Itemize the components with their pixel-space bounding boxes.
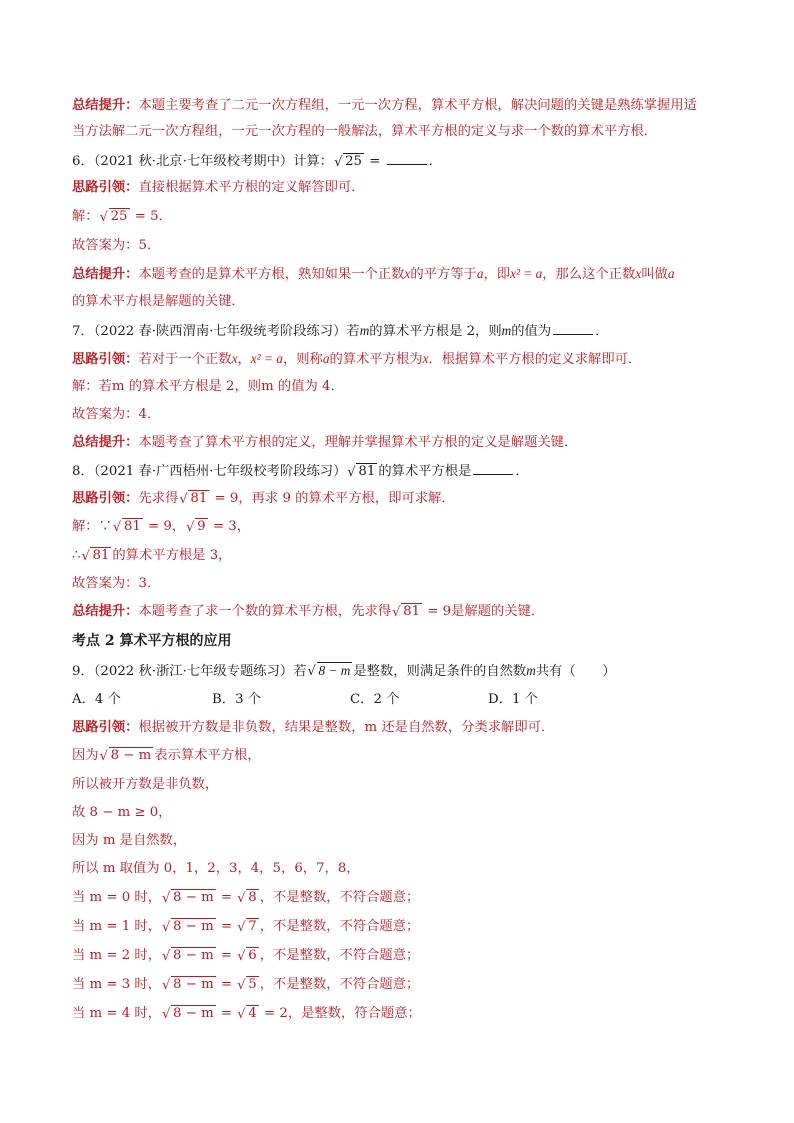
sqrt-81: √ 81 <box>347 464 376 480</box>
q6-hint: 思路引领：直接根据算术平方根的定义解答即可． <box>72 180 365 195</box>
answer-blank <box>473 461 513 475</box>
q6-summary-2: 的算术平方根是解题的关键． <box>72 294 245 309</box>
q8-answer: 故答案为：3． <box>72 576 161 591</box>
answer-blank <box>387 151 427 165</box>
q9-step-1: 因为 √ 8 − m 表示算术平方根， <box>72 748 261 764</box>
q9-step-3: 故 8 − m ≥ 0， <box>72 805 172 820</box>
q8-summary: 总结提升：本题考查了求一个数的算术平方根，先求得 √ 81 = 9是解题的关键． <box>72 604 545 620</box>
question-9: 9．（2022 秋·浙江·七年级专题练习）若 √ 8 − m 是整数，则满足条件的自然数m共有（ ） <box>72 663 616 679</box>
q8-solution-2: ∴ √ 81 的算术平方根是 3， <box>72 548 232 564</box>
option-a[interactable]: A．4 个 <box>72 692 121 707</box>
question-7: 7．（2022 春·陕西渭南·七年级统考阶段练习）若m的算术平方根是 2，则m的值为 ． <box>72 323 609 339</box>
q6-answer: 故答案为：5． <box>72 238 161 253</box>
q9-step-4: 因为 m 是自然数， <box>72 833 187 848</box>
q7-hint: 思路引领：若对于一个正数x，x² = a，则称a的算术平方根为x．根据算术平方根的定义求解即可． <box>72 351 642 367</box>
summary-line-1 <box>72 96 697 116</box>
q6-summary: 总结提升：本题考查的是算术平方根，熟知如果一个正数x的平方等于a，即x² = a，那么这个正数x叫做a <box>72 266 675 282</box>
q8-hint: 思路引领：先求得 √ 81 = 9，再求 9 的算术平方根，即可求解． <box>72 491 455 507</box>
q6-head: 6．（2021 秋·北京·七年级校考期中）计算： <box>72 154 334 169</box>
sqrt-25-sol: √ 25 <box>99 209 128 225</box>
q9-options <box>72 690 626 710</box>
q7-summary: 总结提升：本题考查了算术平方根的定义，理解并掌握算术平方根的定义是解题关键． <box>72 435 578 450</box>
q9-step-5: 所以 m 取值为 0，1，2，3，4，5，6，7，8， <box>72 861 360 876</box>
q9-case-3: 当 m = 3 时， √ 8 − m = √ 5 ，不是整数，不符合题意； <box>72 977 420 993</box>
option-d[interactable]: D．1 个 <box>488 692 538 707</box>
question-8: 8．（2021 春·广西梧州·七年级校考阶段练习） √ 81 的算术平方根是 ． <box>72 461 529 482</box>
summary-text: 本题主要考查了二元一次方程组，一元一次方程，算术平方根，解决问题的关键是熟练掌握用适 <box>138 98 697 113</box>
option-c[interactable]: C．2 个 <box>350 692 400 707</box>
q9-case-2: 当 m = 2 时， √ 8 − m = √ 6 ，不是整数，不符合题意； <box>72 948 420 964</box>
q9-step-2: 所以被开方数是非负数， <box>72 777 219 792</box>
option-b[interactable]: B．3 个 <box>212 692 262 707</box>
q9-hint: 思路引领：根据被开方数是非负数，结果是整数，m 还是自然数，分类求解即可． <box>72 720 555 735</box>
q7-answer: 故答案为：4． <box>72 407 161 422</box>
q9-case-1: 当 m = 1 时， √ 8 − m = √ 7 ，不是整数，不符合题意； <box>72 919 420 935</box>
summary-tag: 总结提升： <box>72 98 139 113</box>
q7-solution: 解：若m 的算术平方根是 2，则m 的值为 4． <box>72 379 344 394</box>
q6-solution: 解： √ 25 = 5． <box>72 209 172 225</box>
section-heading: 考点 2 算术平方根的应用 <box>72 633 232 649</box>
q9-case-4: 当 m = 4 时， √ 8 − m = √ 4 = 2，是整数，符合题意； <box>72 1006 421 1022</box>
summary-text-2: 当方法解二元一次方程组，一元一次方程的一般解法，算术平方根的定义与求一个数的算术平方根． <box>72 124 658 139</box>
q8-solution: 解：∵ √ 81 = 9， √ 9 = 3， <box>72 519 250 535</box>
sqrt-25: √ 25 <box>334 154 363 170</box>
question-6: 6．（2021 秋·北京·七年级校考期中）计算： √ 25 = ． <box>72 151 442 172</box>
summary-line-2 <box>72 122 657 142</box>
answer-blank <box>553 321 593 335</box>
q9-case-0: 当 m = 0 时， √ 8 − m = √ 8 ，不是整数，不符合题意； <box>72 890 420 906</box>
